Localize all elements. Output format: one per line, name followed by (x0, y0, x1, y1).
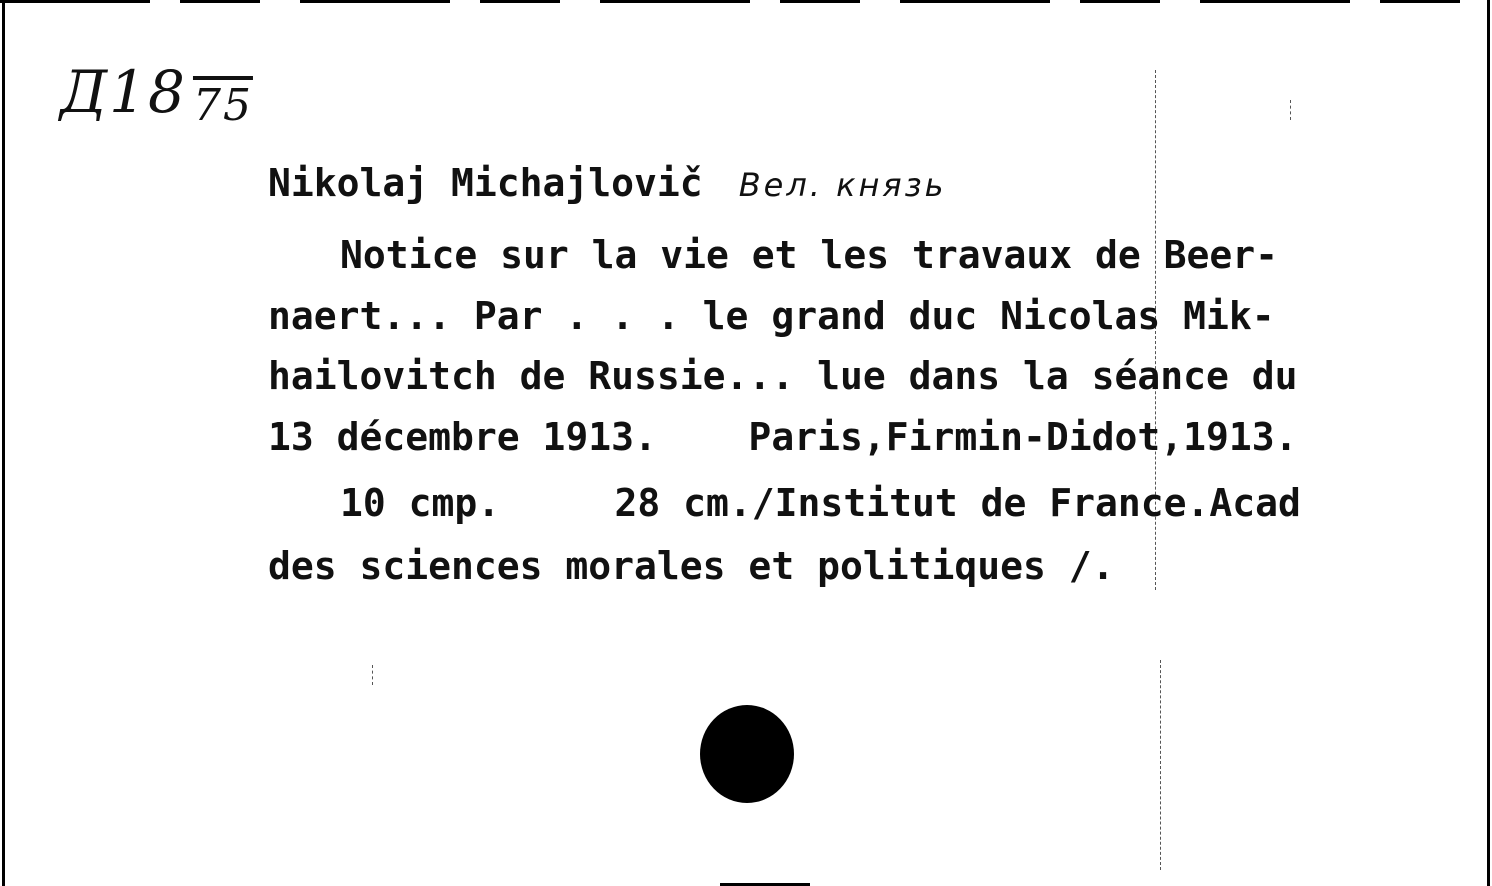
call-number (60, 58, 253, 131)
body-line: hailovitch de Russie... lue dans la séance du (268, 354, 1298, 398)
card-top-edge (0, 0, 1492, 3)
body-line: Notice sur la vie et les travaux de Beer- (340, 233, 1278, 277)
body-line: 13 décembre 1913. Paris,Firmin-Didot,1913. (268, 415, 1298, 459)
punch-hole (700, 705, 794, 803)
body-line: 10 cmp. 28 cm./Institut de France.Acad (340, 481, 1301, 525)
author-name: Nikolaj Michajlovič (268, 161, 703, 205)
call-number-prefix: Д18 (60, 58, 187, 126)
body-line: naert... Par . . . le grand duc Nicolas Mik- (268, 294, 1275, 338)
body-line: des sciences morales et politiques /. (268, 544, 1115, 588)
scan-mark (1290, 100, 1291, 120)
scan-mark (372, 665, 373, 685)
call-number-suffix: 75 (192, 80, 253, 131)
card-right-edge (1487, 0, 1490, 886)
author-heading (268, 161, 947, 205)
fold-guide-line-lower (1160, 660, 1161, 870)
card-left-edge (2, 0, 5, 886)
handwritten-annotation: Вел. князь (738, 166, 947, 204)
